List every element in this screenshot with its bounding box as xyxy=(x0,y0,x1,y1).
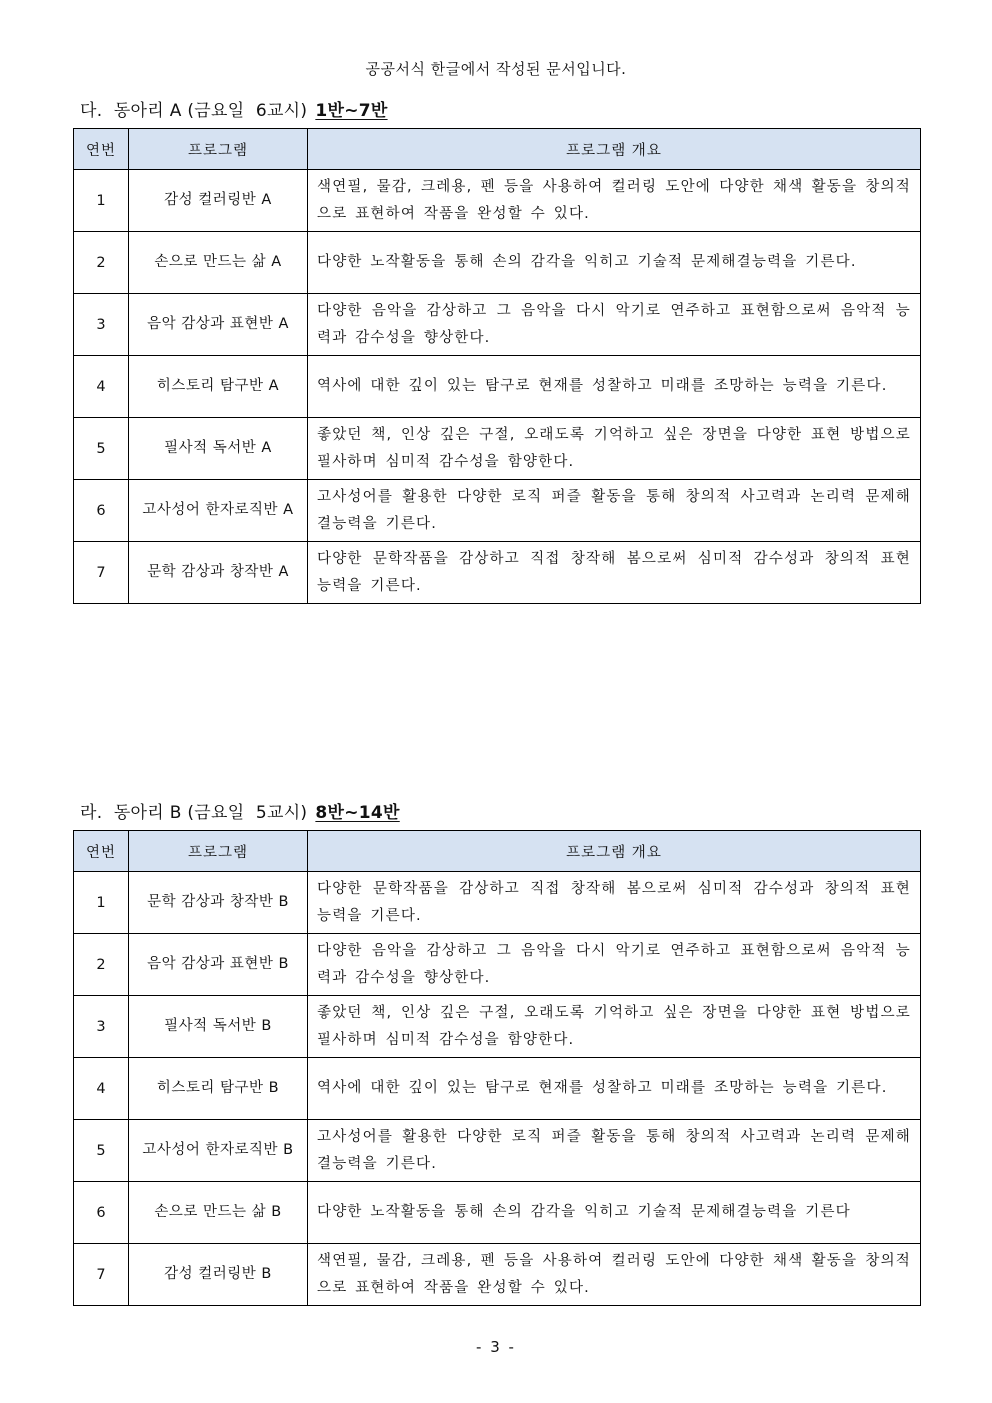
table-body-b xyxy=(74,872,921,1306)
column-header-summary: 프로그램 개요 xyxy=(308,831,921,872)
row-number: 5 xyxy=(74,418,129,480)
column-header-program: 프로그램 xyxy=(129,831,308,872)
column-header-summary: 프로그램 개요 xyxy=(308,129,921,170)
program-summary: 고사성어를 활용한 다양한 로직 퍼즐 활동을 통해 창의적 사고력과 논리력 문제해결능력을 기른다. xyxy=(308,1120,921,1182)
program-name: 히스토리 탐구반 A xyxy=(129,356,308,418)
table-row xyxy=(74,934,921,996)
section-a-title xyxy=(80,96,388,121)
row-number: 4 xyxy=(74,1058,129,1120)
club-table-a xyxy=(73,128,921,604)
program-summary: 다양한 문학작품을 감상하고 직접 창작해 봄으로써 심미적 감수성과 창의적 표현 능력을 기른다. xyxy=(308,872,921,934)
program-name: 문학 감상과 창작반 B xyxy=(129,872,308,934)
page-number: - 3 - xyxy=(476,1338,516,1356)
section-b-title xyxy=(80,798,400,823)
section-a-title-prefix: 다. 동아리 A (금요일 6교시) xyxy=(80,101,308,121)
row-number: 5 xyxy=(74,1120,129,1182)
program-summary: 다양한 문학작품을 감상하고 직접 창작해 봄으로써 심미적 감수성과 창의적 표현 능력을 기른다. xyxy=(308,542,921,604)
row-number: 4 xyxy=(74,356,129,418)
program-name: 문학 감상과 창작반 A xyxy=(129,542,308,604)
program-summary: 고사성어를 활용한 다양한 로직 퍼즐 활동을 통해 창의적 사고력과 논리력 문제해결능력을 기른다. xyxy=(308,480,921,542)
program-summary: 다양한 노작활동을 통해 손의 감각을 익히고 기술적 문제해결능력을 기른다 xyxy=(308,1182,921,1244)
row-number: 2 xyxy=(74,934,129,996)
row-number: 6 xyxy=(74,480,129,542)
table-header-row xyxy=(74,129,921,170)
program-name: 고사성어 한자로직반 A xyxy=(129,480,308,542)
row-number: 2 xyxy=(74,232,129,294)
row-number: 7 xyxy=(74,1244,129,1306)
row-number: 7 xyxy=(74,542,129,604)
row-number: 1 xyxy=(74,872,129,934)
table-row xyxy=(74,356,921,418)
table-row xyxy=(74,872,921,934)
program-summary: 좋았던 책, 인상 깊은 구절, 오래도록 기억하고 싶은 장면을 다양한 표현 방법으로 필사하며 심미적 감수성을 함양한다. xyxy=(308,996,921,1058)
program-name: 필사적 독서반 A xyxy=(129,418,308,480)
program-summary: 다양한 음악을 감상하고 그 음악을 다시 악기로 연주하고 표현함으로써 음악적 능력과 감수성을 향상한다. xyxy=(308,934,921,996)
program-summary: 다양한 노작활동을 통해 손의 감각을 익히고 기술적 문제해결능력을 기른다. xyxy=(308,232,921,294)
column-header-no: 연번 xyxy=(74,831,129,872)
table-row xyxy=(74,294,921,356)
row-number: 1 xyxy=(74,170,129,232)
row-number: 3 xyxy=(74,996,129,1058)
program-name: 감성 컬러링반 B xyxy=(129,1244,308,1306)
program-summary: 다양한 음악을 감상하고 그 음악을 다시 악기로 연주하고 표현함으로써 음악적 능력과 감수성을 향상한다. xyxy=(308,294,921,356)
program-name: 고사성어 한자로직반 B xyxy=(129,1120,308,1182)
table-row xyxy=(74,1244,921,1306)
program-name: 손으로 만드는 삶 B xyxy=(129,1182,308,1244)
table-row xyxy=(74,542,921,604)
table-row xyxy=(74,480,921,542)
program-summary: 색연필, 물감, 크레용, 펜 등을 사용하여 컬러링 도안에 다양한 채색 활동을 창의적으로 표현하여 작품을 완성할 수 있다. xyxy=(308,1244,921,1306)
table-row xyxy=(74,170,921,232)
program-name: 감성 컬러링반 A xyxy=(129,170,308,232)
section-b-title-range: 8반~14반 xyxy=(315,803,400,823)
program-summary: 색연필, 물감, 크레용, 펜 등을 사용하여 컬러링 도안에 다양한 채색 활동을 창의적으로 표현하여 작품을 완성할 수 있다. xyxy=(308,170,921,232)
table-row xyxy=(74,232,921,294)
column-header-program: 프로그램 xyxy=(129,129,308,170)
program-name: 음악 감상과 표현반 B xyxy=(129,934,308,996)
program-name: 음악 감상과 표현반 A xyxy=(129,294,308,356)
program-name: 히스토리 탐구반 B xyxy=(129,1058,308,1120)
program-summary: 역사에 대한 깊이 있는 탐구로 현재를 성찰하고 미래를 조망하는 능력을 기른다. xyxy=(308,356,921,418)
table-row xyxy=(74,996,921,1058)
table-row xyxy=(74,418,921,480)
section-b-title-prefix: 라. 동아리 B (금요일 5교시) xyxy=(80,803,308,823)
column-header-no: 연번 xyxy=(74,129,129,170)
table-row xyxy=(74,1120,921,1182)
row-number: 6 xyxy=(74,1182,129,1244)
row-number: 3 xyxy=(74,294,129,356)
table-header-row xyxy=(74,831,921,872)
program-summary: 역사에 대한 깊이 있는 탐구로 현재를 성찰하고 미래를 조망하는 능력을 기른다. xyxy=(308,1058,921,1120)
table-row xyxy=(74,1182,921,1244)
table-body-a xyxy=(74,170,921,604)
program-name: 필사적 독서반 B xyxy=(129,996,308,1058)
program-name: 손으로 만드는 삶 A xyxy=(129,232,308,294)
section-a-title-range: 1반~7반 xyxy=(315,101,388,121)
header-note: 공공서식 한글에서 작성된 문서입니다. xyxy=(365,60,627,78)
club-table-b xyxy=(73,830,921,1306)
table-row xyxy=(74,1058,921,1120)
program-summary: 좋았던 책, 인상 깊은 구절, 오래도록 기억하고 싶은 장면을 다양한 표현 방법으로 필사하며 심미적 감수성을 함양한다. xyxy=(308,418,921,480)
